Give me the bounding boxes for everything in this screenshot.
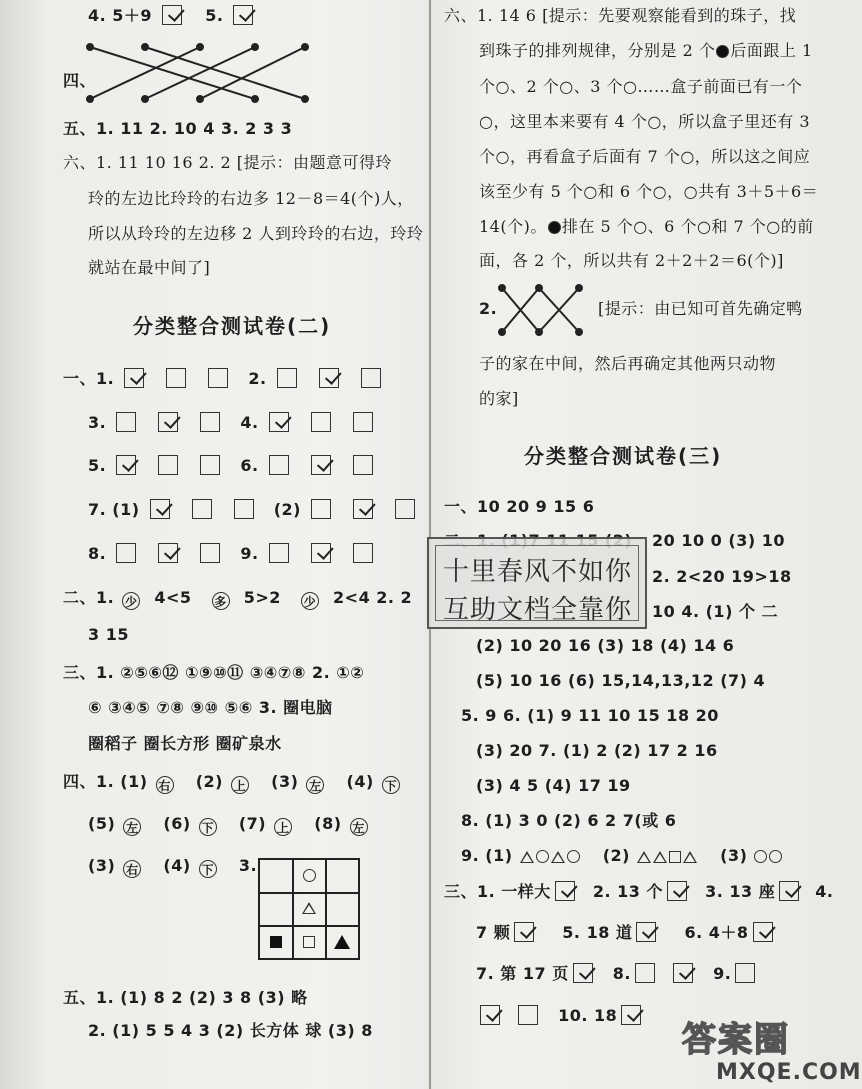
t-row12: 三、1. 一样大 2. 13 个 3. 13 座 4. bbox=[444, 882, 834, 901]
answer-circle: 下 bbox=[199, 818, 217, 836]
r-line4: ○，这里本来要有 4 个○，所以盒子里还有 3 bbox=[479, 112, 811, 131]
section-4-row1: 四、1. (1) 右 (2) 上 (3) 左 (4) 下 bbox=[63, 771, 402, 794]
checkbox bbox=[200, 543, 220, 563]
t-row3: 2. 2<20 19>18 bbox=[652, 567, 792, 586]
checkbox bbox=[269, 455, 289, 475]
site-watermark: 答案圈 MXQE.COM bbox=[682, 1020, 862, 1085]
checkbox bbox=[395, 499, 415, 519]
triangle-outline-shape bbox=[683, 851, 697, 863]
checkbox bbox=[200, 455, 220, 475]
triangle-outline-shape bbox=[653, 851, 667, 863]
checkbox bbox=[555, 881, 575, 901]
checkbox bbox=[124, 368, 144, 388]
checkbox bbox=[353, 543, 373, 563]
checkbox bbox=[480, 1005, 500, 1025]
r-line6: 该至少有 5 个○和 6 个○，○共有 3＋5＋6＝ bbox=[479, 182, 819, 201]
q8-row: 8. 9. bbox=[88, 543, 377, 565]
triangle-outline-shape bbox=[551, 851, 565, 863]
checkbox bbox=[636, 922, 656, 942]
r-line10: 子的家在中间，然后再确定其他两只动物 bbox=[479, 354, 777, 373]
square-outline-shape bbox=[669, 851, 681, 863]
checkbox bbox=[353, 455, 373, 475]
answer-circle: 多 bbox=[212, 592, 230, 610]
section-4-row3: (3) 右 (4) 下 3. bbox=[88, 856, 258, 877]
line-4-5: 4. 5＋9 5. bbox=[88, 5, 257, 27]
r-line8: 面，各 2 个，所以共有 2＋2＋2＝6(个)] bbox=[479, 251, 784, 270]
answer-circle: 少 bbox=[122, 592, 140, 610]
checkbox bbox=[158, 412, 178, 432]
section-4-label: 四、 bbox=[63, 71, 97, 90]
section-2-row1: 二、1. 少 4<5 多 5>2 少 2<4 2. 2 bbox=[63, 588, 413, 609]
t-row1: 一、10 20 9 15 6 bbox=[444, 497, 595, 516]
test-3-title: 分类整合测试卷(三) bbox=[524, 444, 723, 468]
checkbox bbox=[518, 1005, 538, 1025]
checkbox bbox=[158, 543, 178, 563]
section-6-line4: 就站在最中间了] bbox=[88, 258, 211, 277]
q1-row: 一、1. 2. bbox=[63, 368, 385, 390]
section-6-line3: 所以从玲玲的左边移 2 人到玲玲的右边，玲玲 bbox=[88, 224, 424, 243]
triangle-outline-shape bbox=[637, 851, 651, 863]
r-line11: 的家] bbox=[479, 389, 519, 408]
checkbox bbox=[573, 963, 593, 983]
triangle-outline-shape bbox=[302, 902, 316, 914]
circle-shape bbox=[754, 850, 767, 863]
circle-shape bbox=[769, 850, 782, 863]
test-2-title: 分类整合测试卷(二) bbox=[133, 314, 332, 338]
checkbox bbox=[311, 455, 331, 475]
checkbox bbox=[116, 455, 136, 475]
t-row10: 8. (1) 3 0 (2) 6 2 7(或 6 bbox=[461, 811, 677, 830]
checkbox bbox=[311, 543, 331, 563]
r-line2: 到珠子的排列规律，分别是 2 个 后面跟上 1 bbox=[479, 41, 813, 60]
q3-row: 3. 4. bbox=[88, 412, 377, 434]
answer-circle: 下 bbox=[382, 776, 400, 794]
t-row5: (2) 10 20 16 (3) 18 (4) 14 6 bbox=[476, 636, 735, 655]
t-row6: (5) 10 16 (6) 15,14,13,12 (7) 4 bbox=[476, 671, 766, 690]
checkbox bbox=[667, 881, 687, 901]
answer-circle: 左 bbox=[306, 776, 324, 794]
answer-circle: 左 bbox=[123, 818, 141, 836]
section-2-row2: 3 15 bbox=[88, 625, 129, 644]
answer-circle: 上 bbox=[231, 776, 249, 794]
checkbox bbox=[311, 412, 331, 432]
checkbox bbox=[361, 368, 381, 388]
checkbox bbox=[116, 412, 136, 432]
r-line5: 个○，再看盒子后面有 7 个○，所以这之间应 bbox=[479, 147, 811, 166]
q7-row: 7. (1) (2) bbox=[88, 499, 419, 521]
answer-circle: 上 bbox=[274, 818, 292, 836]
ad-stamp: 十里春风不如你 互助文档全靠你 bbox=[427, 537, 647, 629]
answer-circle: 右 bbox=[123, 860, 141, 878]
section-3-row2: ⑥ ③④⑤ ⑦⑧ ⑨⑩ ⑤⑥ 3. 圈电脑 bbox=[88, 698, 333, 717]
checkbox bbox=[311, 499, 331, 519]
answer-circle: 下 bbox=[199, 860, 217, 878]
t-row15: 10. 18 bbox=[476, 1005, 645, 1027]
circle-shape bbox=[536, 850, 549, 863]
r-q2-label: 2. bbox=[479, 299, 498, 318]
checkbox bbox=[319, 368, 339, 388]
checkbox bbox=[158, 455, 178, 475]
checkbox bbox=[162, 5, 182, 25]
t-row14: 7. 第 17 页 8. 9. bbox=[476, 963, 759, 985]
checkbox bbox=[200, 412, 220, 432]
answer-circle: 少 bbox=[301, 592, 319, 610]
r-q2-hint: [提示：由已知可首先确定鸭 bbox=[598, 299, 803, 318]
square-outline-shape bbox=[303, 936, 315, 948]
section-4-row2: (5) 左 (6) 下 (7) 上 (8) 左 bbox=[88, 813, 370, 836]
checkbox bbox=[635, 963, 655, 983]
filled-bead-icon bbox=[548, 221, 561, 234]
checkbox bbox=[269, 543, 289, 563]
answer-circle: 左 bbox=[350, 818, 368, 836]
section-5-row1: 五、1. (1) 8 2 (2) 3 8 (3) 略 bbox=[63, 988, 308, 1007]
cross-lines-diagram bbox=[497, 282, 587, 340]
checkbox bbox=[233, 5, 253, 25]
filled-triangle-shape bbox=[334, 935, 350, 949]
filled-square-shape bbox=[270, 936, 282, 948]
section-5-answers: 五、1. 11 2. 10 4 3. 2 3 3 bbox=[63, 119, 293, 138]
checkbox bbox=[514, 922, 534, 942]
section-5-row2: 2. (1) 5 5 4 3 (2) 长方体 球 (3) 8 bbox=[88, 1021, 373, 1040]
q5-row: 5. 6. bbox=[88, 455, 377, 477]
section-3-row3: 圈稻子 圈长方形 圈矿泉水 bbox=[88, 734, 282, 753]
filled-bead-icon bbox=[716, 45, 729, 58]
t-row9: (3) 4 5 (4) 17 19 bbox=[476, 776, 631, 795]
t-row2b: 20 10 0 (3) 10 bbox=[652, 531, 785, 550]
checkbox bbox=[353, 499, 373, 519]
t-row7: 5. 9 6. (1) 9 11 10 15 18 20 bbox=[461, 706, 719, 725]
checkbox bbox=[150, 499, 170, 519]
t-row8: (3) 20 7. (1) 2 (2) 17 2 16 bbox=[476, 741, 718, 760]
r-line7: 14(个)。 排在 5 个○、6 个○和 7 个○的前 bbox=[479, 217, 814, 236]
position-grid bbox=[258, 858, 360, 960]
checkbox bbox=[116, 543, 136, 563]
section-6-line1: 六、1. 11 10 16 2. 2 [提示：由题意可得玲 bbox=[63, 153, 393, 172]
checkbox bbox=[277, 368, 297, 388]
circle-shape bbox=[303, 869, 316, 882]
section-6-line2: 玲的左边比玲玲的右边多 12－8＝4(个)人， bbox=[88, 189, 414, 208]
t-row13: 7 颗 5. 18 道 6. 4＋8 bbox=[476, 922, 777, 944]
checkbox bbox=[779, 881, 799, 901]
checkbox bbox=[234, 499, 254, 519]
t-row4: 10 4. (1) 个 二 bbox=[652, 602, 779, 621]
checkbox bbox=[166, 368, 186, 388]
r-line3: 个○、2 个○、3 个○……盒子前面已有一个 bbox=[479, 77, 803, 96]
section-3-row1: 三、1. ②⑤⑥⑫ ①⑨⑩⑪ ③④⑦⑧ 2. ①② bbox=[63, 663, 365, 682]
checkbox bbox=[269, 412, 289, 432]
t-row11: 9. (1) (2) (3) bbox=[461, 845, 783, 867]
circle-shape bbox=[567, 850, 580, 863]
answer-circle: 右 bbox=[156, 776, 174, 794]
matching-lines-diagram bbox=[85, 38, 310, 108]
checkbox bbox=[353, 412, 373, 432]
checkbox bbox=[735, 963, 755, 983]
checkbox bbox=[208, 368, 228, 388]
r-line1: 六、1. 14 6 [提示：先要观察能看到的珠子，找 bbox=[444, 6, 797, 25]
checkbox bbox=[673, 963, 693, 983]
checkbox bbox=[192, 499, 212, 519]
triangle-outline-shape bbox=[520, 851, 534, 863]
checkbox bbox=[753, 922, 773, 942]
